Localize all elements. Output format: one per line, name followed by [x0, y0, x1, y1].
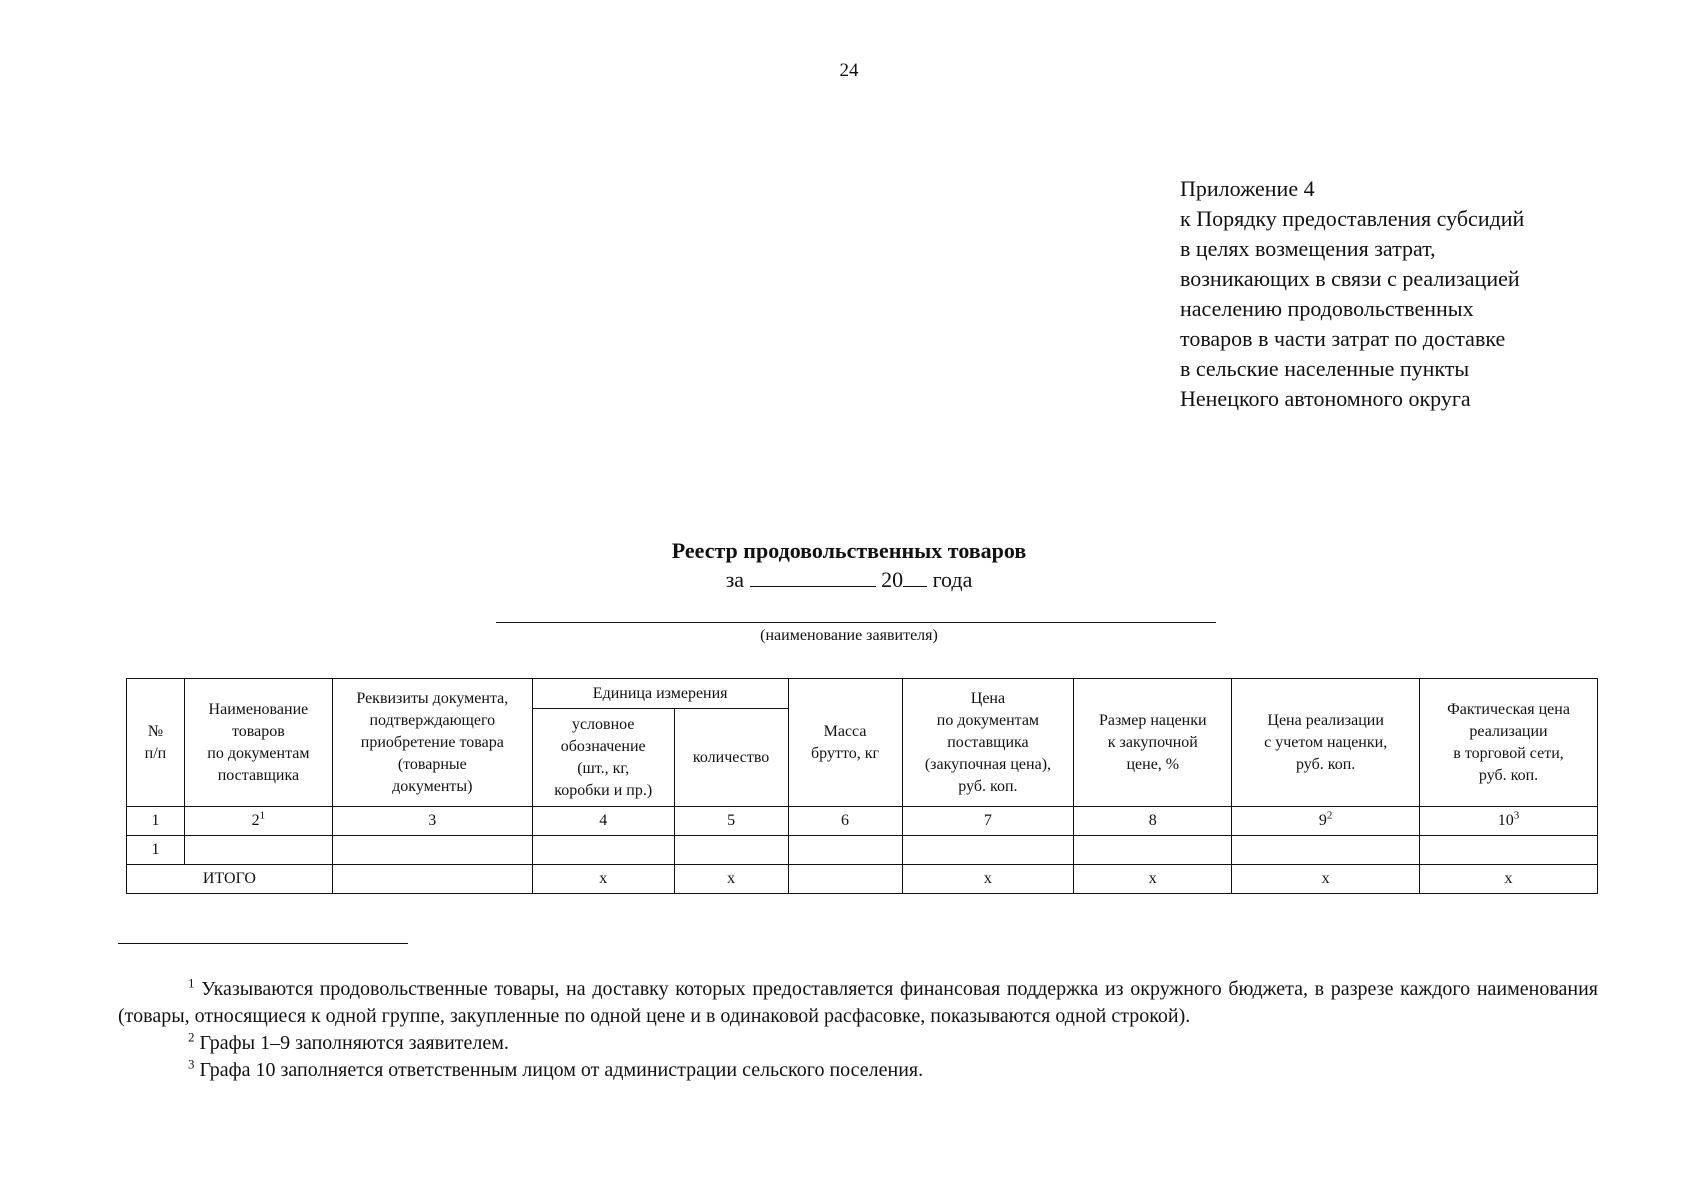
appendix-line: в сельские населенные пункты [1180, 356, 1470, 381]
header-name: Наименование товаров по документам поставщика [184, 679, 332, 807]
registry-period [0, 566, 1698, 593]
appendix-line: к Порядку предоставления субсидий [1180, 206, 1525, 231]
column-number: $10^3$ [1420, 807, 1598, 836]
appendix-line: товаров в части затрат по доставке [1180, 326, 1506, 351]
table-cell [788, 836, 902, 865]
header-unit-group: Единица измерения [532, 679, 788, 709]
table-cell [1074, 836, 1232, 865]
total-row [127, 865, 1598, 894]
total-mark: х [902, 865, 1074, 894]
footnote-mark: 3 [188, 1056, 195, 1072]
period-suffix: года [932, 567, 973, 592]
appendix-line: Ненецкого автономного округа [1180, 386, 1471, 411]
footnotes [118, 976, 1598, 1084]
year-blank [903, 566, 927, 587]
applicant-caption: (наименование заявителя) [760, 627, 938, 644]
total-mark: х [1074, 865, 1232, 894]
footnote-mark: 1 [188, 975, 195, 991]
header-unit-quantity: количество [674, 709, 788, 807]
column-number: 1 [127, 807, 185, 836]
appendix-line: возникающих в связи с реализацией [1180, 266, 1520, 291]
footnote-3 [118, 1057, 1598, 1084]
column-number: 8 [1074, 807, 1232, 836]
header-requisites: Реквизиты документа, подтверждающего приобретение товара (товарные документы) [332, 679, 532, 807]
table-row [127, 836, 1598, 865]
footnote-mark: 2 [188, 1029, 195, 1045]
column-number: 7 [902, 807, 1074, 836]
table-cell [332, 836, 532, 865]
total-mark: х [674, 865, 788, 894]
header-unit-symbol: условное обозначение (шт., кг, коробки и пр.) [532, 709, 674, 807]
appendix-header [1180, 174, 1660, 414]
page-number: 24 [839, 60, 859, 81]
column-number: $2^1$ [184, 807, 332, 836]
column-number: 5 [674, 807, 788, 836]
table-cell [532, 836, 674, 865]
table-cell [1232, 836, 1420, 865]
column-number: $9^2$ [1232, 807, 1420, 836]
column-number: 6 [788, 807, 902, 836]
table-cell [1420, 836, 1598, 865]
column-number: 4 [532, 807, 674, 836]
registry-table [126, 678, 1598, 894]
table-cell [788, 865, 902, 894]
appendix-line: Приложение 4 [1180, 176, 1315, 201]
appendix-line: населению продовольственных [1180, 296, 1474, 321]
table-cell [332, 865, 532, 894]
footnote-1 [118, 976, 1598, 1030]
header-num: № п/п [127, 679, 185, 807]
footnote-text: Указываются продовольственные товары, на доставку которых предоставляется финансовая поддержка из окружного бюджета, в разрезе каждого наименования (товары, относящиеся к одной группе, закупленные по одной цене и в одинаковой расфасовке, показываются одной строкой). [118, 978, 1598, 1027]
total-label: ИТОГО [127, 865, 333, 894]
total-mark: х [1420, 865, 1598, 894]
header-sale-price: Цена реализации с учетом наценки, руб. коп. [1232, 679, 1420, 807]
footnote-text: Графа 10 заполняется ответственным лицом от администрации сельского поселения. [199, 1059, 924, 1081]
period-blank [750, 566, 876, 587]
total-mark: х [532, 865, 674, 894]
period-year: 20 [881, 567, 904, 592]
table-cell [902, 836, 1074, 865]
header-supplier-price: Цена по документам поставщика (закупочная цена), руб. коп. [902, 679, 1074, 807]
row-number: 1 [127, 836, 185, 865]
column-number: 3 [332, 807, 532, 836]
footnote-text: Графы 1–9 заполняются заявителем. [199, 1032, 509, 1054]
period-prefix: за [725, 567, 745, 592]
footnote-separator [118, 943, 408, 944]
table-cell [184, 836, 332, 865]
header-markup: Размер наценки к закупочной цене, % [1074, 679, 1232, 807]
total-mark: х [1232, 865, 1420, 894]
header-actual-price: Фактическая цена реализации в торговой сети, руб. коп. [1420, 679, 1598, 807]
footnote-2 [118, 1030, 1598, 1057]
applicant-name-line [496, 622, 1216, 623]
appendix-line: в целях возмещения затрат, [1180, 236, 1436, 261]
registry-title: Реестр продовольственных товаров [671, 538, 1027, 563]
table-cell [674, 836, 788, 865]
header-mass: Масса брутто, кг [788, 679, 902, 807]
column-numbers-row [127, 807, 1598, 836]
